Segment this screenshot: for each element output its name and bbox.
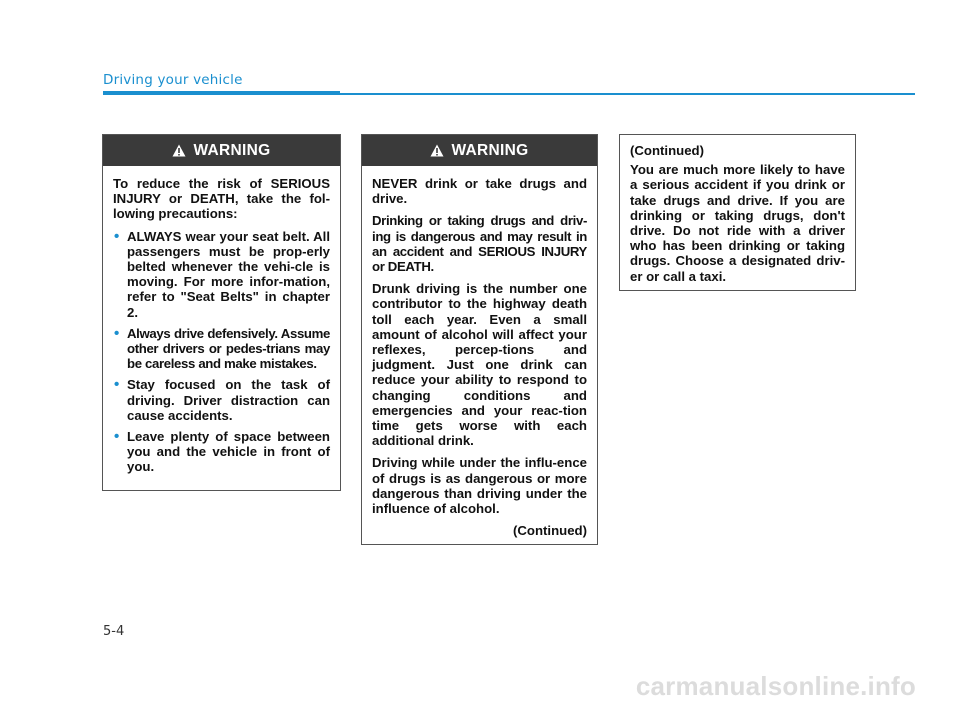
bullet-dot-icon: • [114,376,120,394]
continued-heading: (Continued) [630,143,704,158]
warning-box-1 [102,134,341,491]
continued-box [619,134,856,291]
list-item: • Always drive defensively. Assume other drivers or pedes-trians may be careless and make mistakes. [114,324,330,372]
warning-body-2 [362,166,597,553]
warning-paragraph: Drunk driving is the number one contributor to the highway death toll each year. Even a small amount of alcohol will affect your reflexes, percep-tions and judgment. Just one drink can reduce your ability to respond to changing conditions and emergencies and your reac-tion time gets worse with each additional drink. [372,281,587,449]
warning-paragraph: NEVER drink or take drugs and drive. [372,176,587,207]
warning-header-1 [103,135,340,166]
list-item: • Stay focused on the task of driving. Driver distraction can cause accidents. [114,376,330,423]
header-rule-thin [340,93,915,95]
page-number: 5-4 [103,624,125,639]
continued-paragraph: You are much more likely to have a serious accident if you drink or take drugs and drive. If you are drinking or taking drugs, don't drive. Do not ride with a driver who has been drinking or taking drugs. Choose a designated driv-er or call a taxi. [630,162,845,284]
list-item: • ALWAYS wear your seat belt. All passengers must be prop-erly belted whenever the vehi-cle is moving. For more infor-mation, refer to "Seat Belts" in chapter 2. [114,227,330,320]
header-rule-thick [103,91,340,95]
bullet-dot-icon: • [114,227,120,245]
section-title: Driving your vehicle [103,72,243,88]
warning-triangle-icon [430,144,444,157]
continued-body [620,135,855,299]
precautions-list [113,229,330,475]
warning-intro: To reduce the risk of SERIOUS INJURY or DEATH, take the fol-lowing precautions: [113,176,330,222]
warning-paragraph: Driving while under the influ-ence of drugs is as dangerous or more dangerous than driving under the influence of alcohol. [372,455,587,517]
warning-paragraph: Drinking or taking drugs and driv-ing is dangerous and may result in an accident and SERIOUS INJURY or DEATH. [372,213,587,275]
list-item: • Leave plenty of space between you and the vehicle in front of you. [114,428,330,475]
warning-triangle-icon [172,144,186,157]
bullet-dot-icon: • [114,324,120,342]
watermark: carmanualsonline.info [635,671,916,701]
warning-label-2: WARNING [451,141,529,159]
warning-box-2 [361,134,598,545]
continued-label: (Continued) [513,523,587,539]
warning-body-1 [103,166,340,489]
warning-header-2 [362,135,597,166]
warning-label-1: WARNING [193,141,271,159]
bullet-dot-icon: • [114,428,120,446]
